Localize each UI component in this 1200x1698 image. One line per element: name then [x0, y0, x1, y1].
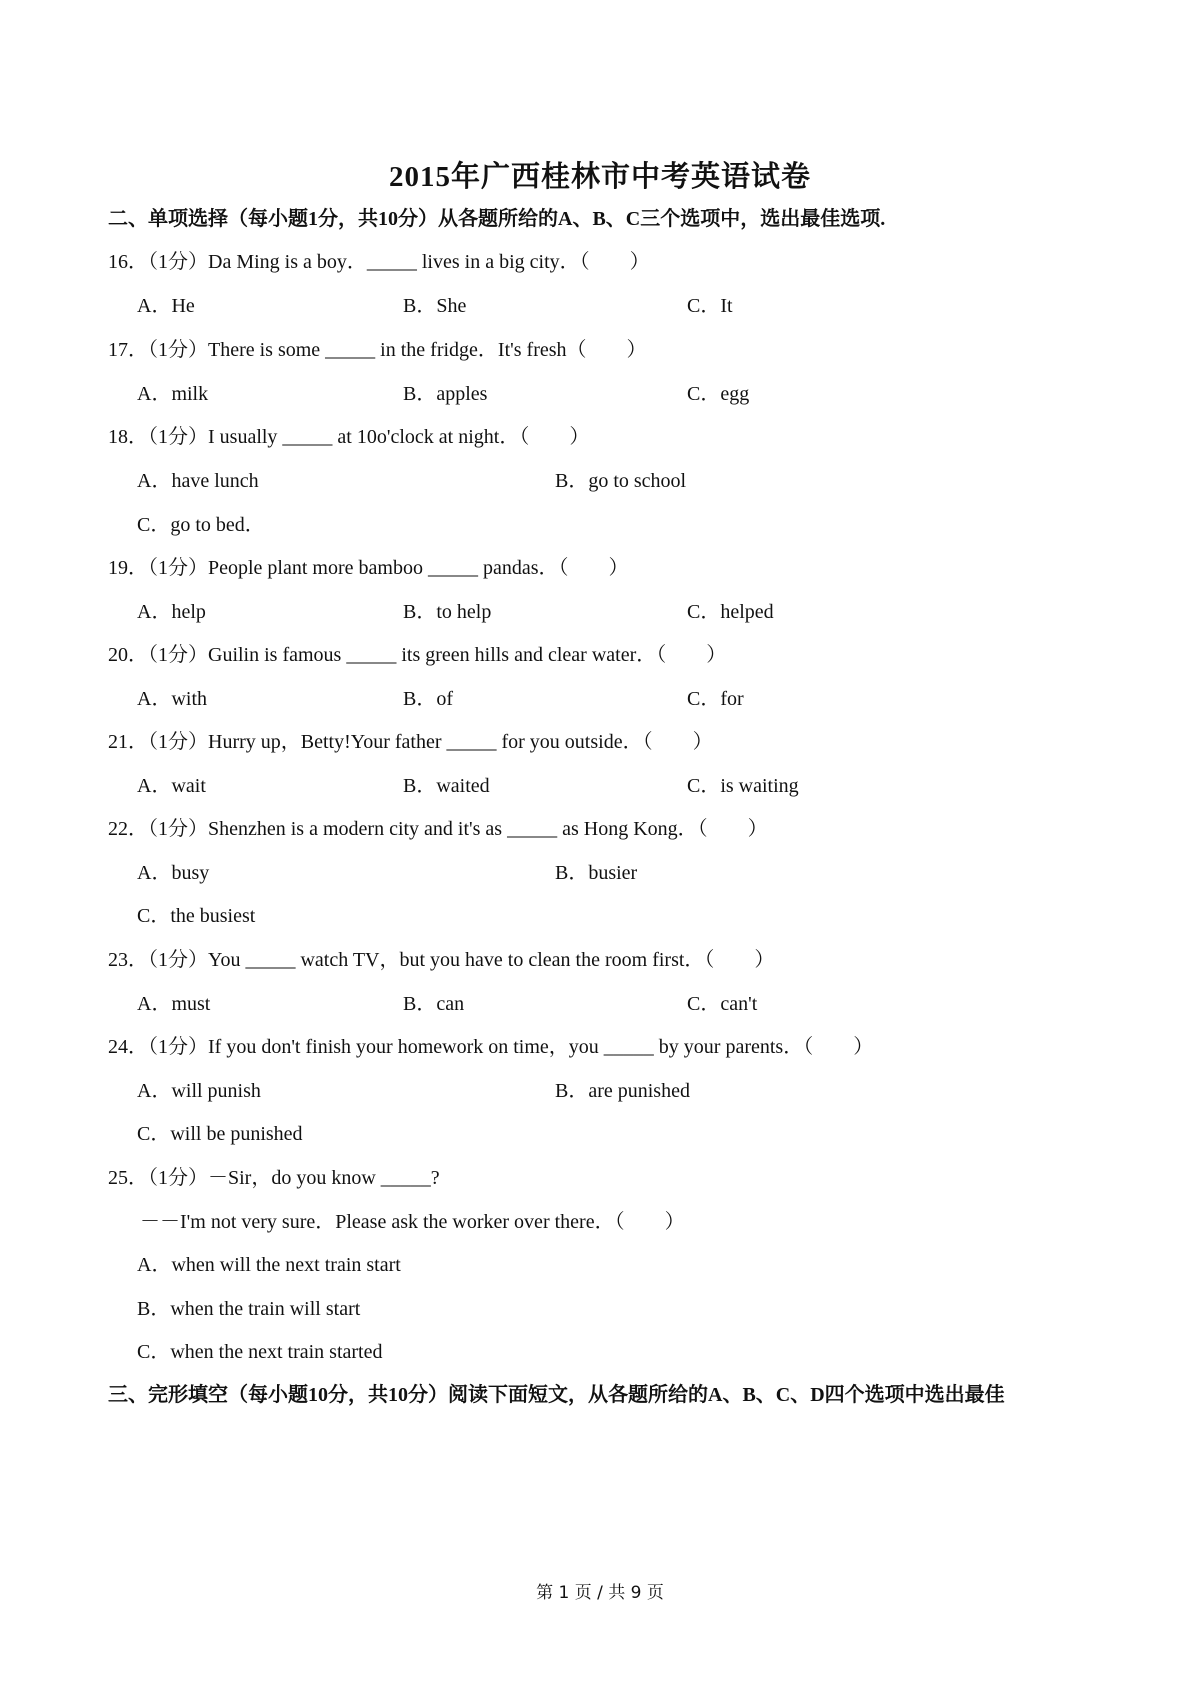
- option-16-c: C．It: [687, 295, 733, 317]
- section-heading-3: 三、完形填空（每小题10分，共10分）阅读下面短文，从各题所给的A、B、C、D四个选项中选出最佳: [108, 1384, 1005, 1406]
- option-17-a: A．milk: [137, 383, 209, 405]
- question-19: 19．（1分）People plant more bamboo _____ pandas．（ ）: [108, 557, 629, 579]
- option-24-b: B．are punished: [555, 1080, 690, 1102]
- page-footer: 第 1 页 / 共 9 页: [536, 1583, 664, 1603]
- option-20-a: A．with: [137, 688, 207, 710]
- option-17-c: C．egg: [687, 383, 750, 405]
- option-21-c: C．is waiting: [687, 775, 799, 797]
- option-18-a: A．have lunch: [137, 470, 259, 492]
- option-22-c: C．the busiest: [137, 905, 256, 927]
- option-16-a: A．He: [137, 295, 195, 317]
- question-24: 24．（1分）If you don't finish your homework on time，you _____ by your parents．（ ）: [108, 1036, 874, 1058]
- question-20: 20．（1分）Guilin is famous _____ its green hills and clear water．（ ）: [108, 644, 727, 666]
- option-25-c: C．when the next train started: [137, 1341, 383, 1363]
- option-21-a: A．wait: [137, 775, 206, 797]
- question-22: 22．（1分）Shenzhen is a modern city and it's as _____ as Hong Kong．（ ）: [108, 818, 768, 840]
- page-title: 2015年广西桂林市中考英语试卷: [388, 161, 811, 193]
- option-24-c: C．will be punished: [137, 1123, 303, 1145]
- option-19-c: C．helped: [687, 601, 774, 623]
- question-25-dialogue: －－I'm not very sure．Please ask the worker over there．（ ）: [140, 1211, 685, 1233]
- option-16-b: B．She: [403, 295, 467, 317]
- option-21-b: B．waited: [403, 775, 490, 797]
- question-23: 23．（1分）You _____ watch TV，but you have to clean the room first．（ ）: [108, 949, 775, 971]
- option-18-c: C．go to bed．: [137, 514, 265, 536]
- question-17: 17．（1分）There is some _____ in the fridge．It's fresh（ ）: [108, 339, 647, 361]
- option-25-b: B．when the train will start: [137, 1298, 361, 1320]
- question-25: 25．（1分）－Sir，do you know _____?: [108, 1167, 440, 1189]
- option-18-b: B．go to school: [555, 470, 687, 492]
- option-17-b: B．apples: [403, 383, 488, 405]
- question-16: 16．（1分）Da Ming is a boy．_____ lives in a big city．（ ）: [108, 251, 650, 273]
- option-22-b: B．busier: [555, 862, 638, 884]
- option-19-b: B．to help: [403, 601, 492, 623]
- option-25-a: A．when will the next train start: [137, 1254, 401, 1276]
- option-19-a: A．help: [137, 601, 206, 623]
- option-20-b: B．of: [403, 688, 453, 710]
- option-22-a: A．busy: [137, 862, 210, 884]
- option-24-a: A．will punish: [137, 1080, 261, 1102]
- section-heading-2: 二、单项选择（每小题1分，共10分）从各题所给的A、B、C三个选项中，选出最佳选项.: [108, 208, 886, 230]
- option-20-c: C．for: [687, 688, 744, 710]
- option-23-a: A．must: [137, 993, 211, 1015]
- question-21: 21．（1分）Hurry up，Betty!Your father _____ for you outside．（ ）: [108, 731, 713, 753]
- option-23-c: C．can't: [687, 993, 758, 1015]
- question-18: 18．（1分）I usually _____ at 10o'clock at night．（ ）: [108, 426, 590, 448]
- option-23-b: B．can: [403, 993, 465, 1015]
